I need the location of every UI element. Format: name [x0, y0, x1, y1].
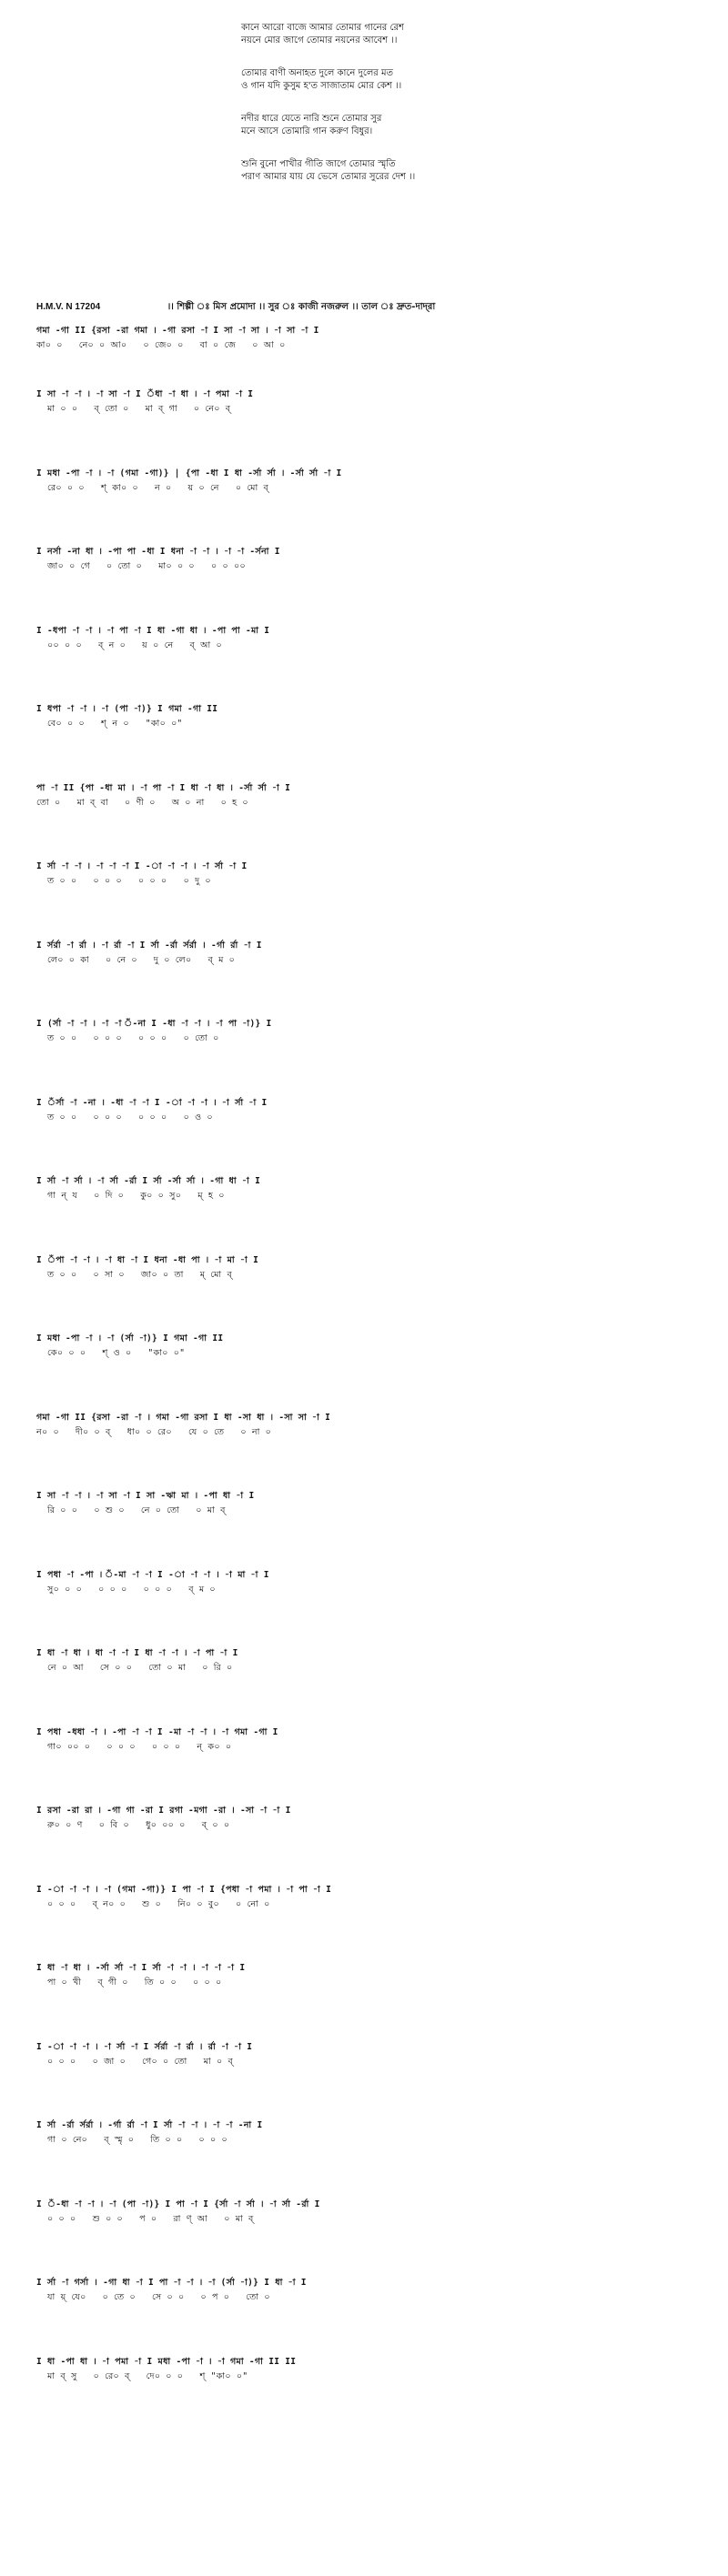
bani-row: ত ০ ০ ০ ০ ০ ০ ০ ০ ০ দু ০ [36, 876, 211, 886]
notation-block [36, 1489, 710, 1568]
bani-row: বে০ ০ ০ শ্‌ ন ০ "কা০ ০" [36, 719, 183, 729]
lyric-line: শুনি বুনো পাখীর গীতি জাগে তোমার স্মৃতি [241, 159, 396, 169]
notation-block [36, 2118, 710, 2198]
lyrics-section [241, 22, 642, 204]
bani-row: ত ০ ০ ০ ০ ০ ০ ০ ০ ০ তো ০ [36, 1033, 219, 1043]
lyrics-stanza [241, 22, 642, 47]
bani-row: কা০ ০ নে০ ০ আ০ ০ জে০ ০ বা ০ জে ০ আ ০ [36, 340, 286, 350]
notation-block [36, 1726, 710, 1805]
swara-row: I পধা -ধধা -া । -পা -া -া I -মা -া -া । -া গমা -গা I [36, 1726, 278, 1737]
bani-row: ত ০ ০ ০ সা ০ জা০ ০ তা ম্‌ মো ব্‌ [47, 1269, 233, 1280]
swara-row: I ধপা -া -া । -া (পা -া)} I গমা -গা II [36, 704, 218, 714]
swara-row: I ধা -া ধা । -র্সা র্সা -া I র্সা -া -া । -া -া -া I [36, 1963, 246, 1973]
bani-row: গা ন্‌ য ০ দি ০ কু০ ০ সু০ ম্‌ হ ০ [36, 1191, 225, 1201]
swara-row: I ধা -া ধা । ধা -া -া I ধা -া -া । -া পা -া I [36, 1648, 238, 1658]
bani-row: মা ০ ০ ব্‌ তো ০ মা ব্‌ গা ০ নে০ ব্‌ [47, 404, 231, 414]
bani-row: ০ ০ ০ ব্‌ ন০ ০ শু ০ নি০ ০ বু০ ০ নো ০ [36, 1898, 270, 1909]
lyric-line: তোমার বাণী অনাহত দুলে কানে দুলের মত [241, 68, 394, 78]
swara-row: I ঁর্সা -া -না । -ধা -া -া I -া -া -া । -া র্সা -া I [36, 1097, 268, 1108]
swara-row: I -া -া -া । -া (গমা -গা)} I পা -া I {পধা -া পমা । -া পা -া I [36, 1884, 332, 1895]
swara-row: গমা -গা II {রসা -রা -া । গমা -গা রসা I ধা -সা ধা । -সা সা -া I [36, 1412, 331, 1423]
notation-block [36, 1646, 710, 1726]
composer-credit: সুর ঃ কাজী নজরুল ।। [268, 302, 359, 312]
bani-row: কে০ ০ ০ শ্‌ ও ০ "কা০ ০" [36, 1348, 186, 1358]
bani-row: গা ০ নে০ ব্‌ স্মৃ ০ তি ০ ০ ০ ০ ০ [36, 2135, 228, 2145]
swara-row: I র্সা -া -া । -া -া -া I -া -া -া । -া র্সা -া I [36, 861, 248, 871]
notation-block [36, 2355, 710, 2434]
bani-row: তো ০ মা ব্‌ বা ০ ণী ০ অ ০ না ০ হ ০ [36, 797, 248, 808]
bani-row: ০ ০ ০ ০ জা ০ গে০ ০ তো মা ০ ব্‌ [47, 2056, 234, 2067]
swara-row: I সা -া -া । -া সা -া I ঁধা -া ধা । -া পমা -া I [36, 389, 254, 399]
notation-block [36, 1961, 710, 2040]
swara-row: I রসা -রা রা । -গা গা -রা I রগা -মগা -রা । -সা -া -া I [36, 1806, 291, 1816]
swara-row: I নর্সা -না ধা । -পা পা -ধা I ধনা -া -া । -া -া -র্সনা I [36, 547, 280, 557]
bani-row: রু০ ০ ণ ০ বি ০ ধু০ ০০ ০ ব্‌ ০ ০ [36, 1820, 230, 1830]
bani-row: যা য়্‌ যে০ ০ তে ০ সে ০ ০ ০ প ০ তো ০ [36, 2292, 270, 2302]
notation-block [36, 702, 710, 781]
notation-block [36, 467, 710, 546]
song-header [36, 300, 710, 316]
notation-block [36, 860, 710, 939]
lyric-line: ও গান যদি কুসুম হ'ত সাজাতাম মোর কেশ ।। [241, 81, 402, 91]
lyric-line: নদীর ধারে যেতে নারি শুনে তোমার সুর [241, 114, 382, 124]
swara-row: I (র্সা -া -া । -া -া ঁ-না I -ধা -া -া । -া পা -া)} I [36, 1019, 272, 1029]
swara-row: I র্সর্রা -া র্রা । -া র্রা -া I র্সা -র্রা র্সর্রা । -র্গা র্রা -া I [36, 940, 262, 951]
swara-row: I -া -া -া । -া র্সা -া I র্সর্রা -া র্রা । র্রা -া -া I [36, 2041, 253, 2052]
notation-block [36, 939, 710, 1018]
notation-block [36, 624, 710, 703]
notation-block [36, 1332, 710, 1411]
notation-block [36, 1096, 710, 1175]
notation-block [36, 1568, 710, 1647]
lyric-line: পরাণ আমার যায় যে ভেসে তোমার সুরের দেশ ।। [241, 172, 416, 182]
bani-row: ০ ০ ০ শু ০ ০ প ০ রা ণ্‌ আ ০ মা ব্‌ [47, 2213, 254, 2224]
notation-block [36, 2040, 710, 2119]
notation-block [36, 387, 710, 467]
swara-row: I পধা -া -পা । ঁ-মা -া -া I -া -া -া । -া মা -া I [36, 1569, 269, 1580]
swara-row: I র্সা -া র্সা । -া র্সা -র্রা I র্সা -র্সা র্সা । -গা ধা -া I [36, 1176, 261, 1186]
bani-row: পা ০ খী ব্‌ গী ০ তি ০ ০ ০ ০ ০ [36, 1977, 222, 1987]
swara-row: I সা -া -া । -া সা -া I সা -ঋা মা । -পা ধা -া I [36, 1491, 255, 1501]
bani-row: সু০ ০ ০ ০ ০ ০ ০ ০ ০ ব্‌ ম ০ [36, 1584, 216, 1595]
notation-block [36, 1411, 710, 1490]
swara-row: পা -া II {পা -ধা মা । -া পা -া I ধা -া ধা । -র্সা র্সা -া I [36, 782, 291, 793]
swara-row: গমা -গা II {রসা -রা গমা । -গা রসা -া I সা -া সা । -া সা -া I [36, 326, 319, 336]
bani-row: লে০ ০ কা ০ নে ০ দু ০ লে০ ব্‌ ম ০ [36, 954, 236, 965]
notation-block [36, 545, 710, 624]
singer-credit: ।। শিল্পী ঃ মিস প্রমোদা ।। [167, 302, 266, 312]
bani-row: জা০ ০ গে ০ তো ০ মা০ ০ ০ ০ ০ ০০ [36, 561, 246, 571]
lyrics-stanza [241, 113, 642, 138]
bani-row: নে ০ আ সে ০ ০ তো ০ মা ০ রি ০ [36, 1663, 233, 1673]
notation-block [36, 1804, 710, 1883]
swaralipi-notation [36, 324, 710, 2433]
lyric-line: কানে আরো বাজে আমার তোমার গানের রেশ [241, 23, 404, 33]
swara-row: I ধা -পা ধা । -া পমা -া I মধা -পা -া । -া গমা -গা II II [36, 2356, 297, 2367]
swara-row: I মধা -পা -া । -া (র্সা -া)} I গমা -গা II [36, 1333, 224, 1343]
swara-row: I মধা -পা -া । -া (গমা -গা)} | {পা -ধা I ধা -র্সা র্সা । -র্সা র্সা -া I [36, 468, 342, 478]
notation-block [36, 324, 710, 387]
swara-row: I ঁ-ধা -া -া । -া (পা -া)} I পা -া I {র্সা -া র্সা । -া র্সা -র্রা I [36, 2199, 320, 2209]
swara-row: I ঁপা -া -া । -া ধা -া I ধনা -ধা পা । -া মা -া I [36, 1254, 259, 1265]
bani-row: রি ০ ০ ০ শু ০ নে ০ তো ০ মা ব্‌ [47, 1505, 226, 1515]
bani-row: গা০ ০০ ০ ০ ০ ০ ০ ০ ০ ন্‌ ক০ ০ [36, 1741, 232, 1752]
lyrics-stanza [241, 67, 642, 93]
bani-row: রে০ ০ ০ শ্‌ কা০ ০ ন ০ য় ০ নে ০ মো ব্‌ [47, 482, 269, 493]
bani-row: ০০ ০ ০ ব্‌ ন ০ য় ০ নে ব্‌ আ ০ [36, 639, 222, 650]
record-number: H.M.V. N 17204 [36, 302, 101, 312]
notation-block [36, 781, 710, 860]
lyrics-stanza [241, 158, 642, 184]
bani-row: ত ০ ০ ০ ০ ০ ০ ০ ০ ০ ও ০ [36, 1112, 213, 1122]
taal-label: তাল ঃ দ্রুত-দাদ্‌রা [361, 302, 436, 312]
bani-row: ন০ ০ দী০ ০ ব্‌ ধা০ ০ রে০ যে ০ তে ০ না ০ [36, 1426, 272, 1437]
notation-block [36, 1017, 710, 1096]
notation-block [36, 1883, 710, 1962]
notation-block [36, 1174, 710, 1253]
swara-row: I র্সা -া গর্সা । -গা ধা -া I পা -া -া । -া (র্সা -া)} I ধা -া I [36, 2278, 307, 2288]
notation-block [36, 1253, 710, 1333]
lyric-line: মনে আসে তোমারি গান করুণ বিধুর। [241, 126, 373, 136]
swara-row: I র্সা -র্রা র্সর্রা । -র্গা র্রা -া I র্সা -া -া । -া -া -না I [36, 2120, 263, 2130]
bani-row: মা ব্‌ সু ০ রে০ ব্‌ দে০ ০ ০ শ্‌ "কা০ ০" [36, 2370, 248, 2381]
notation-block [36, 2198, 710, 2277]
lyric-line: নয়নে মোর জাগে তোমার নয়নের আবেশ ।। [241, 35, 398, 45]
notation-block [36, 2276, 710, 2355]
swara-row: I -ধপা -া -া । -া পা -া I ধা -গা ধা । -পা পা -মা I [36, 625, 270, 636]
